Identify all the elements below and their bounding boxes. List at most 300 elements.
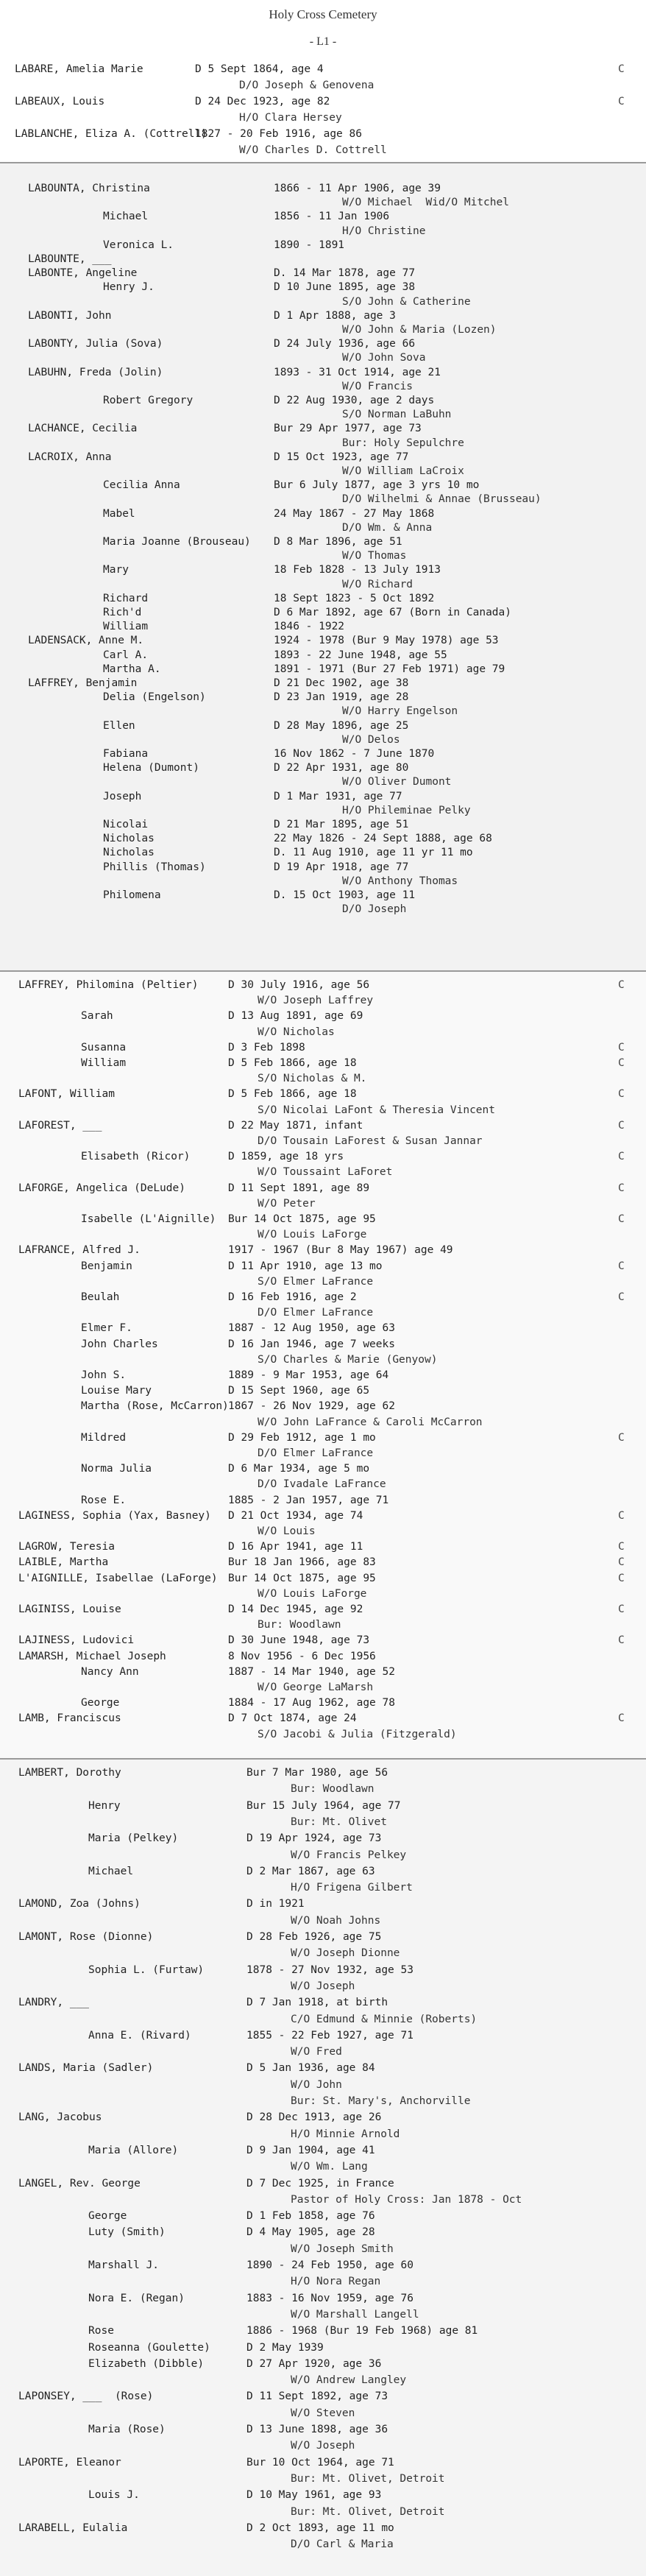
record-dates: D 1 Feb 1858, age 76 xyxy=(246,2210,375,2223)
record-name: Elisabeth (Ricor) xyxy=(81,1151,191,1163)
record-name: LAMBERT, Dorothy xyxy=(18,1767,121,1779)
record-name: Elizabeth (Dibble) xyxy=(88,2357,205,2370)
record-name: Rose E. xyxy=(81,1494,127,1506)
record-name: Luty (Smith) xyxy=(88,2226,166,2239)
record-line xyxy=(0,903,646,915)
record-dates: D 22 Aug 1930, age 2 days xyxy=(274,395,435,406)
record-relation: W/O Louis xyxy=(258,1525,316,1537)
record-name: LAFFREY, Benjamin xyxy=(28,677,138,689)
record-line xyxy=(0,1120,646,1132)
record-dates: Bur 6 July 1877, age 3 yrs 10 mo xyxy=(274,479,480,492)
record-dates: D 19 Apr 1918, age 77 xyxy=(274,861,409,873)
record-relation: Bur: Woodlawn xyxy=(291,1783,375,1796)
record-name: Delia (Engelson) xyxy=(103,691,206,704)
record-dates: 18 Sept 1823 - 5 Oct 1892 xyxy=(274,592,435,604)
record-line xyxy=(0,649,646,661)
record-line xyxy=(0,1010,646,1022)
record-line xyxy=(0,564,646,576)
record-line xyxy=(0,183,646,194)
record-dates: D 29 Feb 1912, age 1 mo xyxy=(228,1431,376,1444)
record-name: John S. xyxy=(81,1369,127,1381)
record-relation: W/O Toussaint LaForet xyxy=(258,1166,393,1179)
record-line xyxy=(0,1151,646,1162)
record-relation: W/O Joseph Smith xyxy=(291,2242,394,2255)
record-dates: 16 Nov 1862 - 7 June 1870 xyxy=(274,748,435,760)
record-relation: Bur: Mt. Olivet, Detroit xyxy=(291,2472,445,2485)
record-line xyxy=(0,1276,646,1288)
record-line xyxy=(0,1666,646,1678)
record-name: Henry xyxy=(88,1799,121,1812)
record-line xyxy=(0,465,646,477)
record-dates: D 4 May 1905, age 28 xyxy=(246,2226,375,2239)
record-line xyxy=(0,253,646,265)
record-line xyxy=(0,635,646,646)
record-dates: D 6 Mar 1934, age 5 mo xyxy=(228,1463,370,1475)
record-line xyxy=(0,367,646,378)
record-relation: W/O Louis LaForge xyxy=(258,1587,367,1600)
record-line xyxy=(0,1866,646,1877)
record-dates: D 8 Mar 1896, age 51 xyxy=(274,536,402,548)
record-dates: Bur 10 Oct 1964, age 71 xyxy=(246,2456,394,2469)
record-dates: D 16 Apr 1941, age 11 xyxy=(228,1541,363,1553)
record-line xyxy=(0,1369,646,1381)
record-name: LANDRY, ___ xyxy=(18,1997,90,2009)
record-relation: H/O Minnie Arnold xyxy=(291,2128,400,2140)
record-dates: D 30 July 1916, age 56 xyxy=(228,979,370,991)
record-line xyxy=(0,2538,646,2550)
record-line xyxy=(0,1525,646,1537)
record-line xyxy=(0,2210,646,2222)
record-line xyxy=(0,2457,646,2469)
record-dates: D 15 Oct 1923, age 77 xyxy=(274,451,409,463)
record-relation: C/O Edmund & Minnie (Roberts) xyxy=(291,2013,478,2025)
record-name: LAMARSH, Michael Joseph xyxy=(18,1650,166,1662)
record-line xyxy=(0,479,646,491)
record-dates: D 5 Jan 1936, age 84 xyxy=(246,2062,375,2075)
record-line xyxy=(0,579,646,590)
record-dates: D 21 Oct 1934, age 74 xyxy=(228,1509,363,1522)
record-dates: 1883 - 16 Nov 1959, age 76 xyxy=(246,2292,413,2304)
record-name: LAMOND, Zoa (Johns) xyxy=(18,1898,141,1910)
record-line xyxy=(0,762,646,774)
record-relation: H/O Clara Hersey xyxy=(239,112,342,124)
record-line xyxy=(0,211,646,222)
record-mark: C xyxy=(618,1509,625,1522)
record-name: John Charles xyxy=(81,1338,158,1350)
page-title: Holy Cross Cemetery xyxy=(269,7,377,21)
record-name: Sarah xyxy=(81,1010,113,1023)
record-line xyxy=(0,2325,646,2337)
record-relation: D/O Carl & Maria xyxy=(291,2538,394,2551)
record-relation: W/O Peter xyxy=(258,1197,316,1210)
record-dates: 1827 - 20 Feb 1916, age 86 xyxy=(195,128,362,140)
record-line xyxy=(0,1057,646,1069)
record-line xyxy=(0,1354,646,1366)
record-name: LAFFREY, Philomina (Peltier) xyxy=(18,979,199,991)
record-dates: D 10 May 1961, age 93 xyxy=(246,2489,382,2502)
record-relation: W/O Andrew Langley xyxy=(291,2374,407,2387)
record-line xyxy=(0,593,646,604)
record-relation: W/O Noah Johns xyxy=(291,1914,381,1927)
record-section-4 xyxy=(0,1760,646,2576)
record-line xyxy=(0,691,646,703)
record-mark: C xyxy=(618,979,625,991)
record-relation: W/O Anthony Thomas xyxy=(342,875,458,887)
record-name: LAMB, Franciscus xyxy=(18,1712,121,1725)
record-mark: C xyxy=(618,96,625,107)
record-relation: W/O Nicholas xyxy=(258,1026,335,1038)
record-line xyxy=(0,1042,646,1054)
record-line xyxy=(0,1322,646,1334)
record-name: LAGINISS, Louise xyxy=(18,1603,121,1615)
record-dates: Bur 14 Oct 1875, age 95 xyxy=(228,1572,376,1584)
record-line xyxy=(0,677,646,689)
record-line xyxy=(0,1495,646,1506)
record-dates: 1855 - 22 Feb 1927, age 71 xyxy=(246,2029,413,2042)
record-line xyxy=(0,267,646,279)
record-dates: 1924 - 1978 (Bur 9 May 1978) age 53 xyxy=(274,635,499,647)
record-dates: Bur 14 Oct 1875, age 95 xyxy=(228,1213,376,1225)
page-number: - L1 - xyxy=(309,35,337,48)
record-line xyxy=(0,889,646,901)
record-line xyxy=(0,979,646,991)
record-line xyxy=(0,423,646,434)
record-dates: 1866 - 11 Apr 1906, age 39 xyxy=(274,183,441,194)
record-mark: C xyxy=(618,1603,625,1615)
record-dates: D 28 Feb 1926, age 75 xyxy=(246,1931,382,1943)
record-dates: 1887 - 12 Aug 1950, age 63 xyxy=(228,1322,395,1335)
record-line xyxy=(0,1073,646,1084)
record-line xyxy=(0,96,646,107)
record-line xyxy=(0,437,646,449)
record-dates: D 24 July 1936, age 66 xyxy=(274,338,416,350)
record-line xyxy=(0,2243,646,2255)
record-line xyxy=(0,2062,646,2074)
record-line xyxy=(0,1260,646,1272)
record-line xyxy=(0,1166,646,1178)
record-line xyxy=(0,1882,646,1894)
record-line xyxy=(0,1915,646,1927)
record-line xyxy=(0,2161,646,2173)
record-dates: D 9 Jan 1904, age 41 xyxy=(246,2144,375,2156)
record-dates: D 2 Mar 1867, age 63 xyxy=(246,1865,375,1877)
record-relation: D/O Elmer LaFrance xyxy=(258,1307,374,1319)
record-name: George xyxy=(81,1697,120,1709)
record-line xyxy=(0,1541,646,1553)
record-name: Nicholas xyxy=(103,847,155,859)
record-line xyxy=(0,395,646,406)
record-relation: W/O John Sova xyxy=(342,352,426,364)
record-relation: W/O Charles D. Cottrell xyxy=(239,144,387,156)
record-dates: D 16 Feb 1916, age 2 xyxy=(228,1291,357,1303)
record-name: Joseph xyxy=(103,790,142,802)
record-dates: D in 1921 xyxy=(246,1898,305,1910)
record-line xyxy=(0,2095,646,2107)
record-line xyxy=(0,112,646,124)
record-name: Nicolai xyxy=(103,819,149,830)
record-name: Martha A. xyxy=(103,663,161,675)
record-name: Susanna xyxy=(81,1041,127,1054)
record-line xyxy=(0,1997,646,2008)
record-mark: C xyxy=(618,1712,625,1725)
record-name: Robert Gregory xyxy=(103,395,194,406)
record-dates: D 16 Jan 1946, age 7 weeks xyxy=(228,1338,395,1350)
record-name: Henry J. xyxy=(103,281,155,294)
record-line xyxy=(0,338,646,350)
record-line xyxy=(0,225,646,237)
record-line xyxy=(0,748,646,760)
record-line xyxy=(0,1244,646,1256)
record-line xyxy=(0,1947,646,1959)
record-name: LANG, Jacobus xyxy=(18,2111,102,2124)
record-name: Carl A. xyxy=(103,649,149,661)
record-line xyxy=(0,80,646,91)
record-line xyxy=(0,833,646,844)
record-line xyxy=(0,1800,646,1812)
record-mark: C xyxy=(618,1119,625,1132)
record-relation: Bur: Mt. Olivet, Detroit xyxy=(291,2505,445,2518)
record-relation: H/O Phileminae Pelky xyxy=(342,804,471,816)
record-line xyxy=(0,2440,646,2452)
record-line xyxy=(0,239,646,251)
record-name: LABLANCHE, Eliza A. (Cottrell) xyxy=(15,128,207,140)
record-relation: W/O Michael Wid/O Mitchel xyxy=(342,197,509,209)
record-line xyxy=(0,875,646,887)
record-relation: H/O Nora Regan xyxy=(291,2276,381,2288)
record-line xyxy=(0,1510,646,1522)
record-mark: C xyxy=(618,1057,625,1069)
record-dates: 1893 - 31 Oct 1914, age 21 xyxy=(274,366,441,378)
record-name: Benjamin xyxy=(81,1260,132,1272)
record-name: LABARE, Amelia Marie xyxy=(15,63,143,75)
record-dates: 1856 - 11 Jan 1906 xyxy=(274,211,390,223)
record-line xyxy=(0,1767,646,1779)
record-name: Maria (Allore) xyxy=(88,2144,179,2156)
record-line xyxy=(0,1619,646,1631)
record-dates: 1867 - 26 Nov 1929, age 62 xyxy=(228,1400,395,1413)
record-line xyxy=(0,1213,646,1225)
record-name: LAFONT, William xyxy=(18,1088,115,1101)
record-relation: D/O Joseph & Genovena xyxy=(239,80,375,91)
record-mark: C xyxy=(618,1541,625,1553)
record-line xyxy=(0,451,646,463)
record-dates: D 21 Mar 1895, age 51 xyxy=(274,819,409,830)
record-line xyxy=(0,2128,646,2140)
record-relation: S/O Jacobi & Julia (Fitzgerald) xyxy=(258,1728,457,1740)
record-line xyxy=(0,550,646,562)
record-line xyxy=(0,2259,646,2271)
record-name: LAFOREST, ___ xyxy=(18,1119,102,1132)
record-dates: 18 Feb 1828 - 13 July 1913 xyxy=(274,564,441,576)
record-name: Michael xyxy=(103,211,149,223)
record-name: Richard xyxy=(103,592,149,604)
record-name: Mary xyxy=(103,564,129,576)
record-dates: 22 May 1826 - 24 Sept 1888, age 68 xyxy=(274,833,492,845)
record-dates: D 11 Apr 1910, age 13 mo xyxy=(228,1260,383,1272)
record-dates: D 7 Jan 1918, at birth xyxy=(246,1997,388,2009)
record-line xyxy=(0,1634,646,1646)
record-name: William xyxy=(103,621,149,633)
record-name: LAFRANCE, Alfred J. xyxy=(18,1244,141,1257)
record-mark: C xyxy=(618,1572,625,1584)
record-mark: C xyxy=(618,1431,625,1444)
record-relation: D/O Tousain LaForest & Susan Jannar xyxy=(258,1135,483,1147)
record-line xyxy=(0,2489,646,2501)
record-dates: D. 11 Aug 1910, age 11 yr 11 mo xyxy=(274,847,473,859)
record-relation: W/O Harry Engelson xyxy=(342,705,458,718)
record-line xyxy=(0,2424,646,2435)
record-name: Cecilia Anna xyxy=(103,479,180,492)
record-relation: W/O Louis LaForge xyxy=(258,1229,367,1241)
record-line xyxy=(0,791,646,802)
record-name: LABONTI, John xyxy=(28,309,112,322)
record-dates: D. 15 Oct 1903, age 11 xyxy=(274,889,416,901)
record-dates: D 13 June 1898, age 36 xyxy=(246,2424,388,2435)
record-name: Phillis (Thomas) xyxy=(103,861,206,873)
record-name: LAGINESS, Sophia (Yax, Basney) xyxy=(18,1509,211,1522)
record-name: Anna E. (Rivard) xyxy=(88,2029,191,2042)
record-line xyxy=(0,2309,646,2321)
record-mark: C xyxy=(618,1041,625,1054)
record-mark: C xyxy=(618,63,625,75)
record-line xyxy=(0,663,646,675)
record-relation: S/O John & Catherine xyxy=(342,295,471,308)
record-line xyxy=(0,2079,646,2091)
record-relation: W/O Joseph xyxy=(291,2440,355,2452)
record-dates: D 5 Feb 1866, age 18 xyxy=(228,1088,357,1101)
record-line xyxy=(0,1447,646,1459)
record-dates: D 15 Sept 1960, age 65 xyxy=(228,1385,370,1397)
record-line xyxy=(0,522,646,534)
record-relation: W/O William LaCroix xyxy=(342,465,464,477)
record-relation: S/O Elmer LaFrance xyxy=(258,1275,374,1288)
record-line xyxy=(0,1712,646,1724)
record-line xyxy=(0,1198,646,1210)
record-name: LABONTE, Angeline xyxy=(28,267,138,280)
record-name: Martha (Rose, McCarron) xyxy=(81,1400,229,1413)
record-line xyxy=(0,1729,646,1740)
record-name: Marshall J. xyxy=(88,2259,160,2271)
record-line xyxy=(0,1832,646,1844)
record-dates: D 2 May 1939 xyxy=(246,2341,324,2354)
record-dates: D 6 Mar 1892, age 67 (Born in Canada) xyxy=(274,607,512,618)
record-name: William xyxy=(81,1057,127,1069)
record-line xyxy=(0,310,646,322)
record-name: L'AIGNILLE, Isabellae (LaForge) xyxy=(18,1572,218,1584)
record-line xyxy=(0,1573,646,1584)
record-section-1 xyxy=(0,59,646,162)
record-dates: D 22 Apr 1931, age 80 xyxy=(274,762,409,774)
record-mark: C xyxy=(618,1088,625,1101)
record-line xyxy=(0,2014,646,2025)
record-line xyxy=(0,493,646,505)
record-line xyxy=(0,805,646,816)
record-dates: 1893 - 22 June 1948, age 55 xyxy=(274,649,447,661)
record-dates: D 11 Sept 1892, age 73 xyxy=(246,2390,388,2403)
record-relation: W/O George LaMarsh xyxy=(258,1682,374,1693)
record-line xyxy=(0,1931,646,1943)
record-relation: W/O Richard xyxy=(342,578,413,590)
record-name: Isabelle (L'Aignille) xyxy=(81,1213,216,1225)
record-line xyxy=(0,197,646,208)
record-relation: Pastor of Holy Cross: Jan 1878 - Oct xyxy=(291,2193,522,2206)
record-name: Mildred xyxy=(81,1431,127,1444)
record-name: Roseanna (Goulette) xyxy=(88,2341,210,2354)
record-dates: Bur 18 Jan 1966, age 83 xyxy=(228,1556,376,1569)
record-name: Norma Julia xyxy=(81,1463,152,1475)
record-name: LABUHN, Freda (Jolin) xyxy=(28,366,163,378)
record-line xyxy=(0,63,646,75)
record-relation: W/O Steven xyxy=(291,2407,355,2419)
record-name: LADENSACK, Anne M. xyxy=(28,635,144,647)
record-relation: W/O John xyxy=(291,2078,342,2091)
record-line xyxy=(0,1416,646,1428)
record-mark: C xyxy=(618,1556,625,1569)
record-name: LARABELL, Eulalia xyxy=(18,2522,128,2534)
record-dates: D 10 June 1895, age 38 xyxy=(274,281,416,294)
record-line xyxy=(0,2030,646,2042)
record-relation: W/O Wm. Lang xyxy=(291,2161,368,2173)
record-dates: 1886 - 1968 (Bur 19 Feb 1968) age 81 xyxy=(246,2325,478,2337)
record-line xyxy=(0,2111,646,2123)
record-dates: Bur 29 Apr 1977, age 73 xyxy=(274,423,422,435)
record-section-3 xyxy=(0,972,646,1758)
record-dates: 24 May 1867 - 27 May 1868 xyxy=(274,507,435,520)
record-line xyxy=(0,1026,646,1038)
record-line xyxy=(0,1135,646,1147)
record-name: Nicholas xyxy=(103,833,155,845)
record-relation: D/O Elmer LaFrance xyxy=(258,1447,374,1459)
record-relation: S/O Charles & Marie (Genyow) xyxy=(258,1353,438,1366)
record-dates: D 23 Jan 1919, age 28 xyxy=(274,691,409,704)
record-dates: D 1859, age 18 yrs xyxy=(228,1151,344,1163)
record-relation: W/O Joseph xyxy=(291,1980,355,1992)
record-name: LAJINESS, Ludovici xyxy=(18,1634,135,1647)
record-line xyxy=(0,1556,646,1568)
record-line xyxy=(0,2374,646,2386)
record-name: Nora E. (Regan) xyxy=(88,2292,185,2304)
record-dates: D 2 Oct 1893, age 11 mo xyxy=(246,2522,394,2534)
record-line xyxy=(0,536,646,548)
record-name: LAPONSEY, ___ (Rose) xyxy=(18,2390,154,2403)
record-name: Beulah xyxy=(81,1291,120,1303)
record-line xyxy=(0,1291,646,1303)
record-line xyxy=(0,1307,646,1319)
record-line xyxy=(0,1651,646,1662)
record-name: LAIBLE, Martha xyxy=(18,1556,109,1569)
record-name: LAMONT, Rose (Dionne) xyxy=(18,1931,154,1943)
record-name: LAPORTE, Eleanor xyxy=(18,2456,121,2469)
record-dates: 1890 - 1891 xyxy=(274,239,345,251)
record-dates: D. 14 Mar 1878, age 77 xyxy=(274,267,416,280)
record-line xyxy=(0,1603,646,1615)
record-relation: W/O Francis xyxy=(342,380,413,392)
record-name: Maria (Rose) xyxy=(88,2424,166,2435)
record-line xyxy=(0,1697,646,1709)
record-line xyxy=(0,1088,646,1100)
record-name: Elmer F. xyxy=(81,1322,132,1335)
record-dates: Bur 15 July 1964, age 77 xyxy=(246,1799,401,1812)
record-dates: 1885 - 2 Jan 1957, age 71 xyxy=(228,1494,389,1506)
record-name: LACROIX, Anna xyxy=(28,451,112,463)
record-line xyxy=(0,381,646,392)
record-mark: C xyxy=(618,1182,625,1194)
record-line xyxy=(0,2358,646,2370)
record-mark: C xyxy=(618,1634,625,1647)
record-dates: D 21 Dec 1902, age 38 xyxy=(274,677,409,689)
record-name: Maria (Pelkey) xyxy=(88,1832,179,1845)
record-relation: Bur: St. Mary's, Anchorville xyxy=(291,2095,471,2107)
